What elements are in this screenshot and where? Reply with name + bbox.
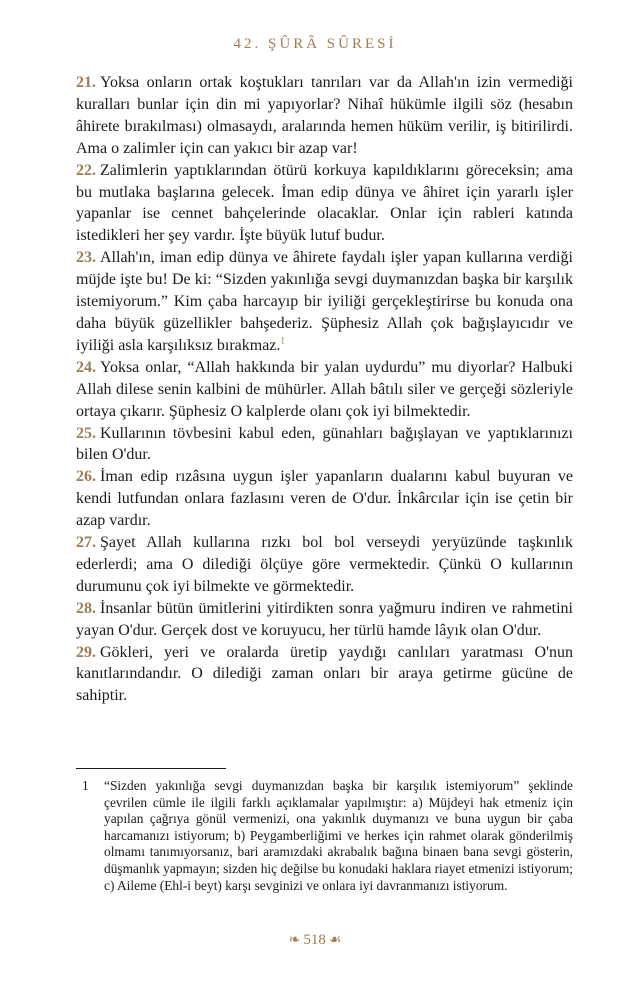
footnote-number: 1 xyxy=(82,778,89,793)
verse-text: Yoksa onların ortak koştukları tanrıları var da Allah'ın izin vermediği kuralları bunlar için din mi yapıyorlar? Nihaî hükümle ilgili söz (hesabın âhirete bırakılması) olmasaydı, aralarında hemen hüküm verilir, iş bitirilirdi. Ama o zalimler için can yakıcı bir azap var! xyxy=(76,74,573,157)
footnote xyxy=(76,778,573,894)
verse-number: 28. xyxy=(76,599,96,617)
verse-text: Allah'ın, iman edip dünya ve âhirete faydalı işler yapan kullarına verdiği müjde işte bu! De ki: “Sizden yakınlığa sevgi duymanızdan başka bir karşılık istemiyorum.” Kim çaba harcayıp bir iyiliği gerçekleştirirse bu konuda ona daha büyük güzellikler bahşederiz. Şüphesiz Allah çok bağışlayıcıdır ve iyiliği asla karşılıksız bırakmaz. xyxy=(76,249,573,354)
footnote-reference[interactable]: 1 xyxy=(280,335,285,346)
verse-number: 26. xyxy=(76,468,96,486)
verse-29 xyxy=(76,642,573,708)
verse-text: Kullarının tövbesini kabul eden, günahları bağışlayan ve yaptıklarınızı bilen O'dur. xyxy=(76,424,573,464)
right-ornament-icon: ☙ xyxy=(328,933,342,948)
verse-list xyxy=(76,72,573,707)
verse-23 xyxy=(76,247,573,357)
footnote-divider xyxy=(76,768,226,769)
verse-26 xyxy=(76,466,573,532)
verse-number: 22. xyxy=(76,161,96,179)
verse-text: Yoksa onlar, “Allah hakkında bir yalan uydurdu” mu diyorlar? Halbuki Allah dilese senin kalbini de mühürler. Allah bâtılı siler ve gerçeği sözleriyle ortaya çıkarır. Şüphesiz O kalplerde olanı çok iyi bilmektedir. xyxy=(76,358,573,420)
verse-number: 21. xyxy=(76,74,96,91)
left-ornament-icon: ❧ xyxy=(288,933,301,948)
verse-21 xyxy=(76,72,573,160)
page-footer xyxy=(0,932,630,949)
verse-22 xyxy=(76,160,573,248)
verse-number: 27. xyxy=(76,534,96,552)
verse-text: Zalimlerin yaptıklarından ötürü korkuya kapıldıklarını göreceksin; ama bu mutlaka başlarına gelecek. İman edip dünya ve âhiret için yararlı işler yapanlar ise cennet bahçelerinde olacaklar. Onlar için rableri katında istedikleri her şey vardır. İşte büyük lutuf budur. xyxy=(76,161,573,245)
footnote-text: “Sizden yakınlığa sevgi duymanızdan başka bir karşılık istemiyorum” şeklinde çevrilen cümle ile ilgili farklı açıklamalar yapılmıştır: a) Müjdeyi hak etmeniz için yapılan çağrıya gönül vermenizi, ona yakınlık duymanızı ve buna uygun bir çaba harcamanızı istiyorum; b) Peygamberliğimi ve herkes için rahmet olarak gönderilmiş olmamı tanımıyorsanız, bari aramızdaki akrabalık bağına binaen bana sevgi gösterin, düşmanlık yapmayın; sizden hiç değilse bu konudaki haklara riayet etmenizi istiyorum; c) Aileme (Ehl-i beyt) karşı sevginizi ve onlara iyi davranmanızı istiyorum. xyxy=(104,778,573,893)
verse-24 xyxy=(76,357,573,423)
page-number: 518 xyxy=(303,932,326,948)
running-head: 42. ŞÛRÂ SÛRESİ xyxy=(233,36,397,52)
verse-25 xyxy=(76,423,573,467)
verse-text: İman edip rızâsına uygun işler yapanların dualarını kabul buyuran ve kendi lutfundan onlara fazlasını veren de O'dur. İnkârcılar için ise çetin bir azap vardır. xyxy=(76,468,573,530)
verse-number: 25. xyxy=(76,424,96,442)
verse-number: 23. xyxy=(76,249,96,267)
verse-text: Gökleri, yeri ve oralarda üretip yaydığı canlıları yaratması O'nun kanıtlarındandır. O dilediği zaman onları bir araya getirme gücüne de sahiptir. xyxy=(76,643,573,705)
verse-number: 24. xyxy=(76,358,96,376)
verse-27 xyxy=(76,532,573,598)
verse-28 xyxy=(76,598,573,642)
verse-text: Şayet Allah kullarına rızkı bol bol verseydi yeryüzünde taşkınlık ederlerdi; ama O dilediği ölçüye göre vermektedir. Çünkü O kullarının durumunu çok iyi bilmekte ve görmektedir. xyxy=(76,534,573,595)
verse-number: 29. xyxy=(76,643,96,661)
verse-text: İnsanlar bütün ümitlerini yitirdikten sonra yağmuru indiren ve rahmetini yayan O'dur. Gerçek dost ve koruyucu, her türlü hamde lâyık olan O'dur. xyxy=(76,599,573,639)
